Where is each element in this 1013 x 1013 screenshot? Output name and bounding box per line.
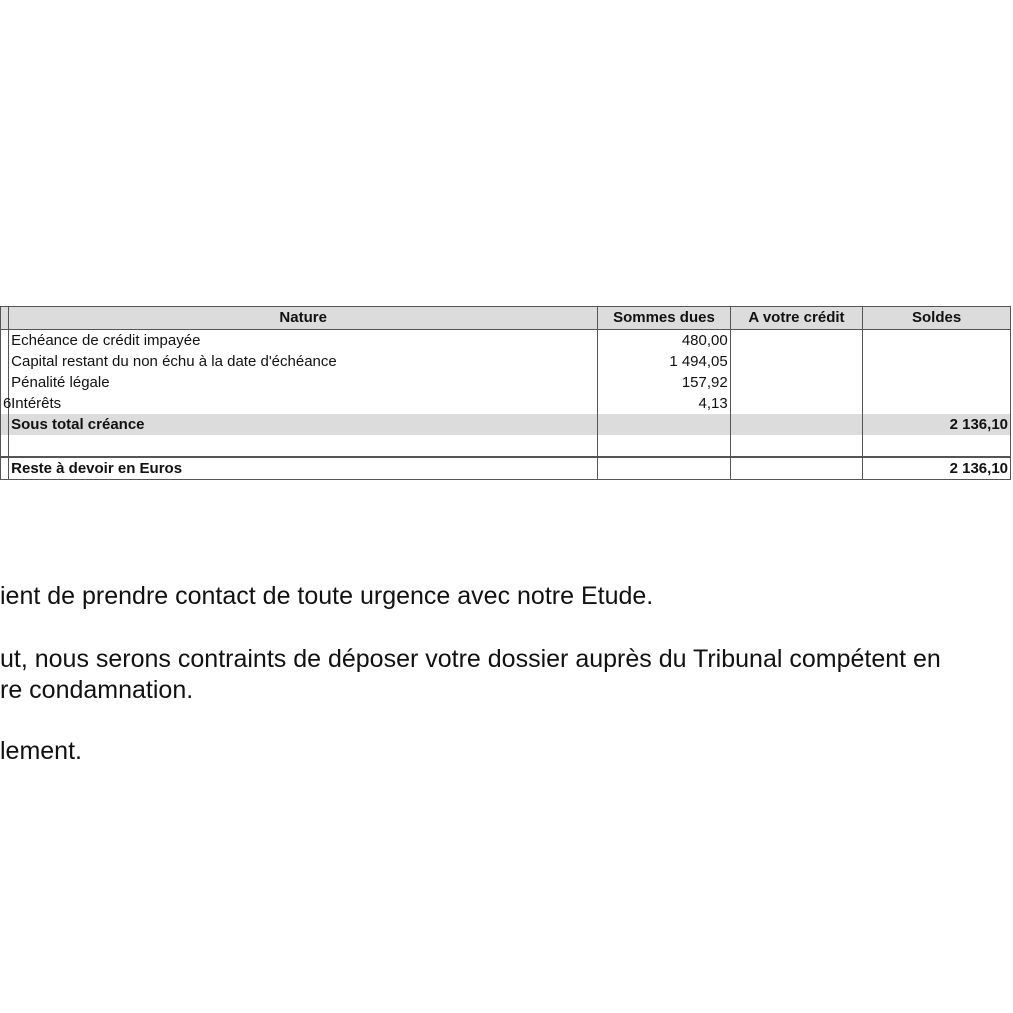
- row-a-votre-credit: [730, 393, 862, 414]
- row-a-votre-credit: [730, 372, 862, 393]
- row-soldes: [863, 372, 1011, 393]
- subtotal-a-votre-credit: [730, 414, 862, 435]
- row-nature: Echéance de crédit impayée: [9, 330, 598, 352]
- debt-statement-table-wrapper: [0, 306, 1013, 480]
- row-a-votre-credit: [730, 351, 862, 372]
- subtotal-soldes: 2 136,10: [863, 414, 1011, 435]
- header-sommes-dues: Sommes dues: [598, 307, 730, 330]
- subtotal-label: Sous total créance: [9, 414, 598, 435]
- table-row: [1, 351, 1011, 372]
- table-row: [1, 330, 1011, 352]
- letter-paragraph-contact: ient de prendre contact de toute urgence avec notre Etude.: [0, 582, 654, 610]
- total-row: [1, 457, 1011, 480]
- row-sommes-dues: 157,92: [598, 372, 730, 393]
- spacer-cell: [730, 435, 862, 457]
- row-nature: Capital restant du non échu à la date d'échéance: [9, 351, 598, 372]
- table-header-row: [1, 307, 1011, 330]
- spacer-cell: [863, 435, 1011, 457]
- spacer-cell: [1, 435, 9, 457]
- table-row: [1, 372, 1011, 393]
- row-soldes: [863, 351, 1011, 372]
- spacer-row: [1, 435, 1011, 457]
- header-left-cell: [1, 307, 9, 330]
- total-soldes: 2 136,10: [863, 457, 1011, 480]
- row-left-tag: 6: [1, 393, 9, 414]
- row-nature: Intérêts: [9, 393, 598, 414]
- debt-statement-table: [0, 306, 1011, 480]
- header-a-votre-credit: A votre crédit: [730, 307, 862, 330]
- row-sommes-dues: 1 494,05: [598, 351, 730, 372]
- row-soldes: [863, 330, 1011, 352]
- letter-line: re condamnation.: [0, 676, 194, 704]
- letter-paragraph-tribunal: [0, 644, 941, 706]
- spacer-cell: [598, 435, 730, 457]
- row-a-votre-credit: [730, 330, 862, 352]
- spacer-cell: [9, 435, 598, 457]
- header-soldes: Soldes: [863, 307, 1011, 330]
- subtotal-row: [1, 414, 1011, 435]
- row-left-tag: [1, 351, 9, 372]
- header-nature: Nature: [9, 307, 598, 330]
- total-left-cell: [1, 457, 9, 480]
- subtotal-sommes-dues: [598, 414, 730, 435]
- row-left-tag: [1, 330, 9, 352]
- letter-paragraph-closing: lement.: [0, 737, 82, 765]
- subtotal-left-cell: [1, 414, 9, 435]
- row-sommes-dues: 480,00: [598, 330, 730, 352]
- total-sommes-dues: [598, 457, 730, 480]
- row-left-tag: [1, 372, 9, 393]
- letter-line: ut, nous serons contraints de déposer votre dossier auprès du Tribunal compétent en: [0, 645, 941, 673]
- row-sommes-dues: 4,13: [598, 393, 730, 414]
- total-a-votre-credit: [730, 457, 862, 480]
- total-label: Reste à devoir en Euros: [9, 457, 598, 480]
- table-row: [1, 393, 1011, 414]
- row-nature: Pénalité légale: [9, 372, 598, 393]
- row-soldes: [863, 393, 1011, 414]
